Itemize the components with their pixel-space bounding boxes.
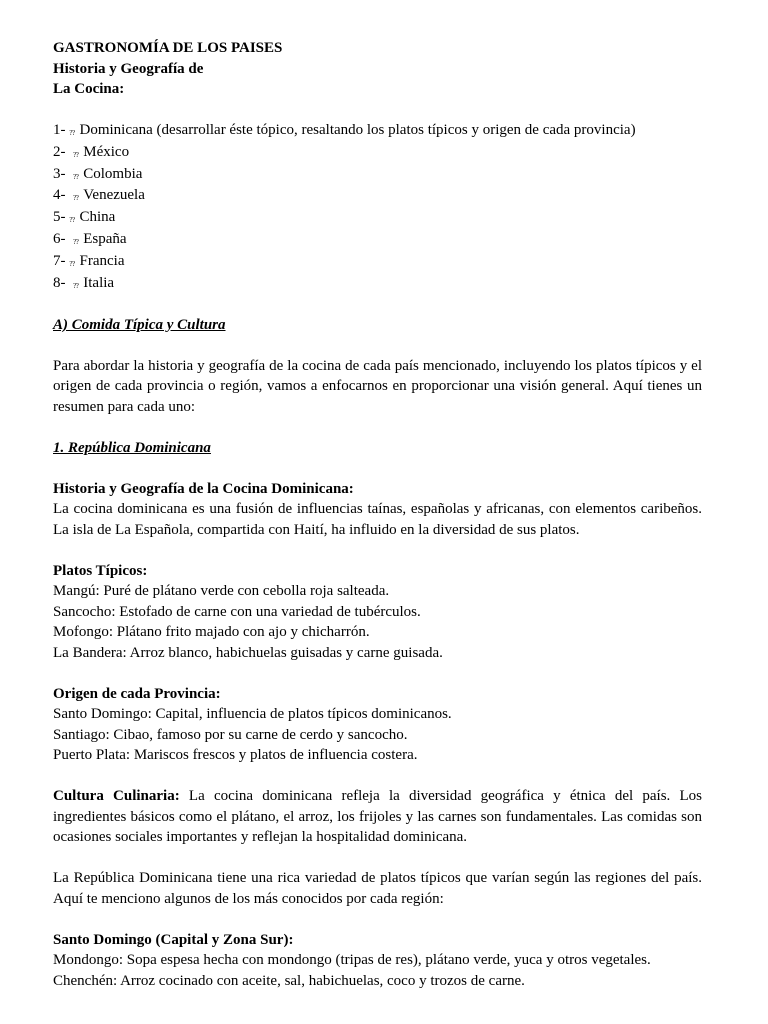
- country-number: 7-: [53, 252, 66, 269]
- history-heading: Historia y Geografía de la Cocina Dominicana:: [53, 480, 354, 497]
- culture-paragraph: [53, 786, 702, 848]
- flag-icon: ??: [73, 237, 79, 246]
- origin-heading: Origen de cada Provincia:: [53, 685, 221, 702]
- country-number: 3-: [53, 165, 70, 182]
- flag-icon: ??: [73, 194, 79, 203]
- country-name: Venezuela: [83, 187, 145, 204]
- country-item: [53, 251, 702, 273]
- country-item: [53, 207, 702, 229]
- spacer: [53, 335, 702, 356]
- country-number: 2-: [53, 143, 70, 160]
- country-item: [53, 273, 702, 295]
- country-name: España: [83, 230, 127, 247]
- spacer: [53, 909, 702, 930]
- document-subtitle-1: Historia y Geografía de: [53, 60, 204, 77]
- dish-item: Sancocho: Estofado de carne con una variedad de tubérculos.: [53, 603, 421, 620]
- origin-item: Santo Domingo: Capital, influencia de platos típicos dominicanos.: [53, 706, 452, 723]
- country-name: Italia: [83, 274, 115, 291]
- section-heading-a: A) Comida Típica y Cultura: [53, 316, 226, 333]
- spacer: [53, 417, 702, 438]
- flag-icon: ??: [69, 259, 75, 268]
- country-name: Dominicana (desarrollar éste tópico, resaltando los platos típicos y origen de cada provincia): [79, 122, 636, 138]
- flag-icon: ??: [69, 129, 75, 137]
- flag-icon: ??: [73, 150, 79, 159]
- country-name: México: [83, 143, 130, 160]
- country-number: 4-: [53, 187, 70, 204]
- spacer: [53, 100, 702, 121]
- region-dish-item: Mondongo: Sopa espesa hecha con mondongo (tripas de res), plátano verde, yuca y otros vegetales.: [53, 952, 651, 969]
- flag-icon: ??: [69, 216, 75, 225]
- country-number: 6-: [53, 230, 70, 247]
- spacer: [53, 458, 702, 479]
- culture-label: Cultura Culinaria:: [53, 788, 180, 805]
- dish-item: La Bandera: Arroz blanco, habichuelas guisadas y carne guisada.: [53, 644, 443, 661]
- country-item: [53, 142, 702, 164]
- country-item: [53, 120, 702, 142]
- country-item: [53, 185, 702, 207]
- document-subtitle-2: La Cocina:: [53, 81, 125, 97]
- spacer: [53, 766, 702, 787]
- document-title: GASTRONOMÍA DE LOS PAISES: [53, 40, 283, 56]
- country-number: 5-: [53, 209, 66, 226]
- history-paragraph: La cocina dominicana es una fusión de influencias taínas, españolas y africanas, con elementos caribeños. La isla de La Española, compartida con Haití, ha influido en la diversidad de sus platos.: [53, 501, 702, 538]
- culture-text: La cocina dominicana refleja la diversidad geográfica y étnica del país. Los ingredientes básicos como el plátano, el arroz, los frijoles y las carnes son fundamentales. Las comidas son ocasiones sociales importantes y reflejan la hospitalidad dominicana.: [53, 788, 702, 846]
- flag-icon: ??: [73, 172, 79, 181]
- flag-icon: ??: [73, 281, 79, 290]
- country-number: 8-: [53, 274, 70, 291]
- spacer: [53, 294, 702, 315]
- country-number: 1-: [53, 122, 66, 138]
- intro-paragraph: Para abordar la historia y geografía de la cocina de cada país mencionado, incluyendo los platos típicos y el origen de cada provincia o región, vamos a enfocarnos en proporcionar una visión general. Aquí tienes un resumen para cada uno:: [53, 357, 702, 415]
- country-name: China: [79, 209, 116, 226]
- section-heading-1: 1. República Dominicana: [53, 439, 211, 456]
- country-list: [53, 120, 702, 294]
- origin-item: Santiago: Cibao, famoso por su carne de cerdo y sancocho.: [53, 726, 408, 743]
- region-heading: Santo Domingo (Capital y Zona Sur):: [53, 931, 294, 948]
- spacer: [53, 663, 702, 684]
- regions-intro-paragraph: La República Dominicana tiene una rica variedad de platos típicos que varían según las regiones del país. Aquí te menciono algunos de los más conocidos por cada región:: [53, 870, 702, 907]
- dish-item: Mangú: Puré de plátano verde con cebolla roja salteada.: [53, 583, 390, 600]
- dishes-heading: Platos Típicos:: [53, 562, 148, 579]
- country-item: [53, 164, 702, 186]
- dish-item: Mofongo: Plátano frito majado con ajo y chicharrón.: [53, 624, 370, 641]
- region-dish-item: Chenchén: Arroz cocinado con aceite, sal, habichuelas, coco y trozos de carne.: [53, 972, 525, 989]
- country-name: Francia: [79, 252, 125, 269]
- origin-item: Puerto Plata: Mariscos frescos y platos de influencia costera.: [53, 747, 418, 764]
- country-name: Colombia: [83, 165, 143, 182]
- country-item: [53, 229, 702, 251]
- spacer: [53, 848, 702, 869]
- spacer: [53, 540, 702, 561]
